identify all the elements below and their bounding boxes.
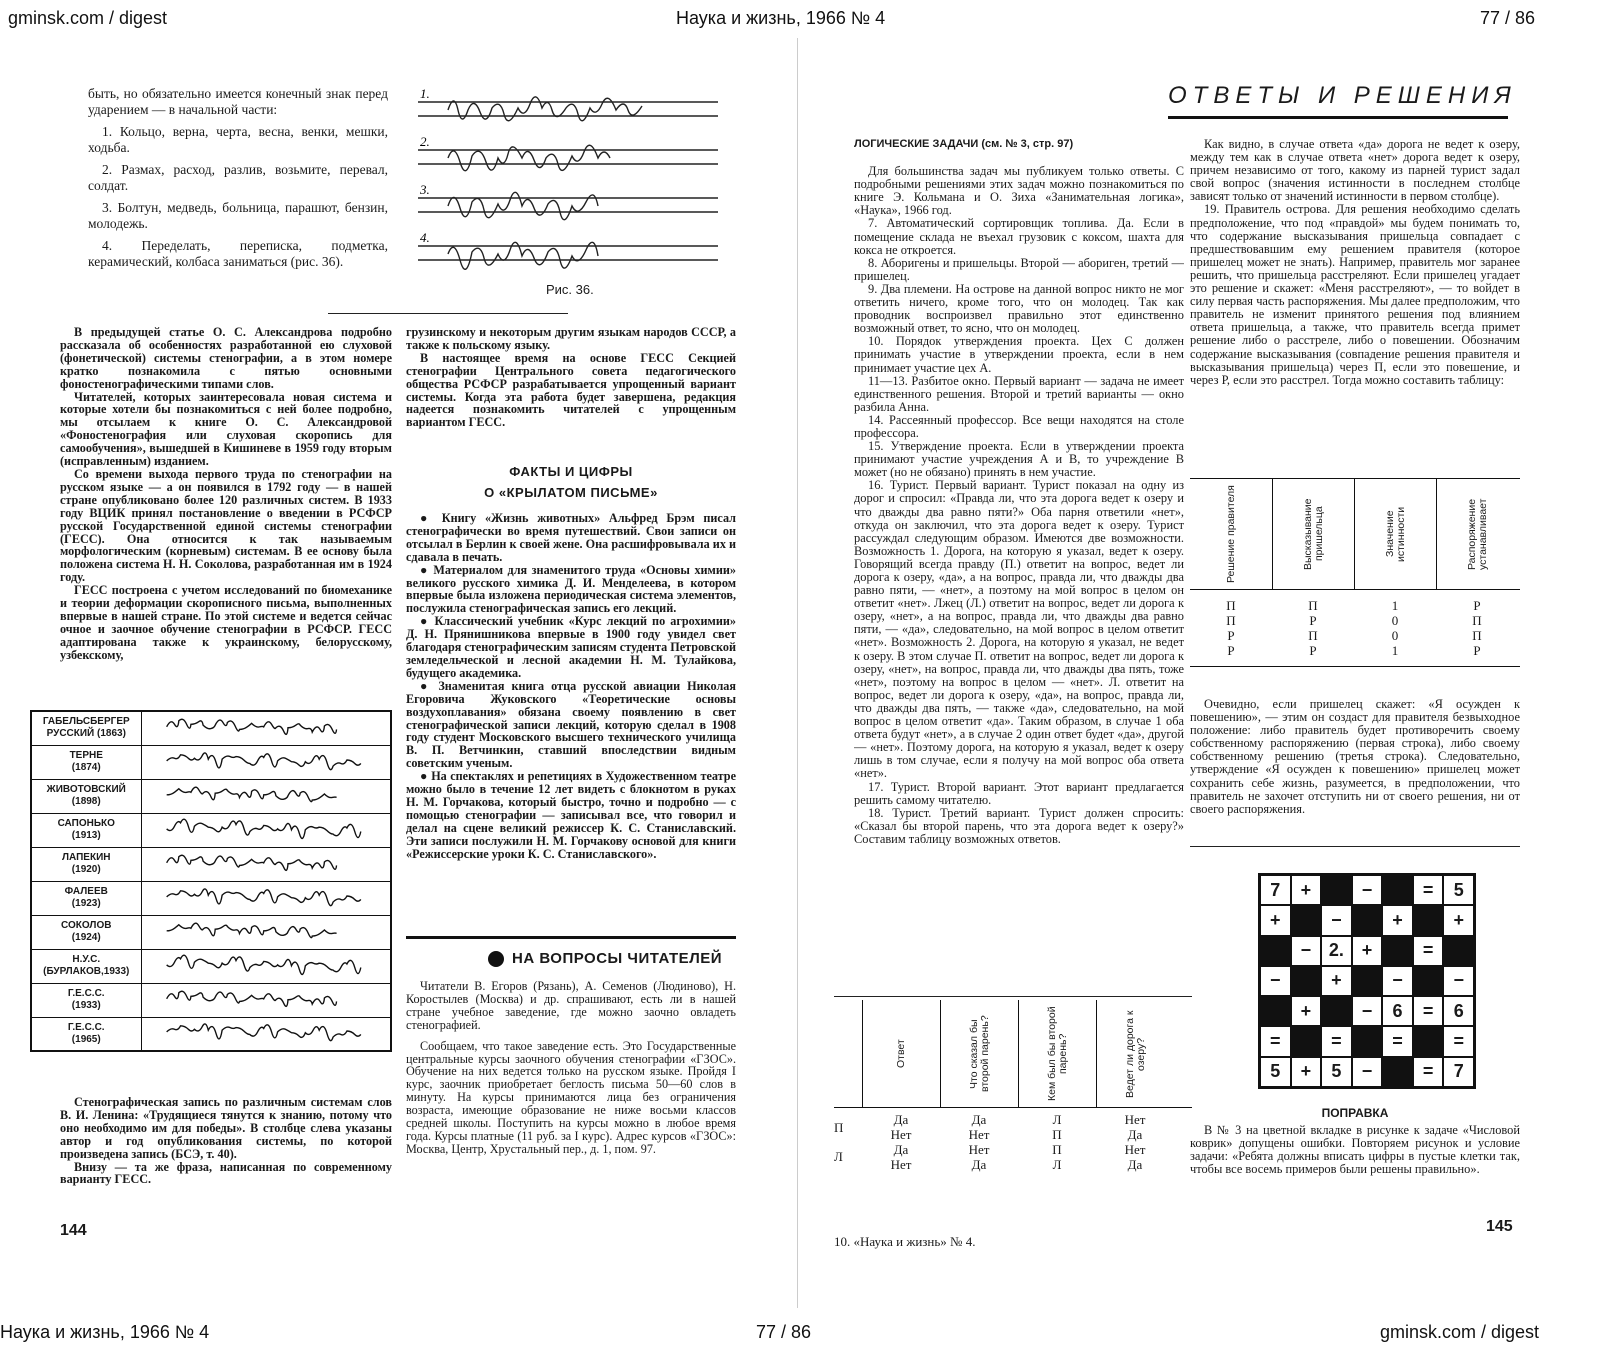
paragraph: Внизу — та же фраза, написанная по современному варианту ГЕСС. <box>60 1159 392 1187</box>
black-cell <box>1382 1057 1413 1087</box>
table-cell: Нет <box>1124 1112 1146 1127</box>
facts-title-line: ФАКТЫ И ЦИФРЫ <box>509 464 633 479</box>
fact-item: ● Материалом для знаменитого труда «Основы химии» великого русского химика Д. И. Менделеева, в котором впервые была изложена периодическая система элементов, послужила стенографическая запись его лекций. <box>406 562 736 616</box>
answer-19: 19. Правитель острова. Для решения необходимо сделать предположение, что под «правдой» мы будем понимать то, что содержание высказывания пришельца совпадает с предшествовавшим ему решением правителя (которое пришелец может не знать). Например, правитель мог заранее решить, что пришельца расстреляют. Если пришелец угадает это решение и скажет: «Меня расстреляют», — то войдет в силу первая часть распоряжения. Мы далее предположим, что правитель не изменит принятого решения под влиянием ответа пришельца, а также, что правитель всегда примет решение либо о расстреле, либо о повешении. Обозначим содержание высказывания (совпадение решения правителя и высказывания пришельца) через П, если это повешение, и через Р, если это расстрел. Тогда можно составить таблицу: <box>1190 202 1520 387</box>
black-cell <box>1352 966 1383 996</box>
fig-num: 2. <box>420 134 430 149</box>
answer-8: 8. Аборигены и пришельцы. Второй — абориген, третий — пришелец. <box>854 255 1184 283</box>
grid-cell: 7 <box>1260 875 1291 905</box>
answer-7: 7. Автоматический сортировщик топлива. Да. Если в помещение склада не въехал грузовик с коксом, шахта для кокса не откроется. <box>854 216 1184 257</box>
system-author: ФАЛЕЕВ <box>64 886 108 897</box>
table-cell: Нет <box>1124 1142 1146 1157</box>
left-page <box>8 38 798 1308</box>
article-column-1 <box>60 326 392 706</box>
grid-cell: − <box>1291 936 1322 966</box>
black-cell <box>1291 966 1322 996</box>
table-row <box>1190 628 1520 643</box>
tourist-table-body <box>834 1108 1192 1172</box>
black-cell <box>1321 875 1352 905</box>
steno-row <box>31 915 391 949</box>
paragraph: грузинскому и некоторым другим языкам народов СССР, а также к польскому языку. <box>406 326 736 352</box>
ruler-table-header <box>1190 478 1520 590</box>
table-cell: Р <box>1473 643 1481 658</box>
grid-cell: − <box>1260 966 1291 996</box>
paragraph: Стенографическая запись по различным системам слов В. И. Ленина: «Трудящиеся тянутся к знанию, потому что оно необходимо им для победы». В столбце слева указаны автор и год опубликования системы, по которой произведена запись (БСЭ, т. 40). <box>60 1096 392 1161</box>
conclusion-text <box>1190 698 1520 838</box>
system-year: (1924) <box>71 932 101 943</box>
shorthand-icon <box>142 985 382 1011</box>
header-label: Высказывание пришельца <box>1301 498 1325 570</box>
reader-title: НА ВОПРОСЫ ЧИТАТЕЛЕЙ <box>512 950 723 967</box>
system-author: ЖИВОТОВСКИЙ <box>46 784 126 795</box>
steno-sample <box>141 847 391 881</box>
answer-18: 18. Турист. Третий вариант. Турист должен спросить: «Сказал бы второй парень, что эта дорога ведет к озеру?» Составим таблицу возможных ответов. <box>854 805 1184 846</box>
reader-text <box>406 980 736 1220</box>
bottom-bar <box>0 1314 1600 1350</box>
fig-num: 3. <box>420 182 430 197</box>
answers-column-1 <box>854 138 1184 1008</box>
table-cell: П <box>1052 1142 1062 1157</box>
grid-cell: = <box>1413 996 1444 1026</box>
header-label: Ведет ли дорога к озеру? <box>1123 1009 1147 1098</box>
steno-sample <box>141 881 391 915</box>
table-cell: 1 <box>1391 643 1399 658</box>
grid-cell: + <box>1291 996 1322 1026</box>
system-year: (1913) <box>71 830 101 841</box>
intro-text <box>88 86 388 270</box>
paragraph: Очевидно, если пришелец скажет: «Я осужден к повешению», — этим он создаст для правителя безвыходное положение: либо правитель будет противоречить своему собственному распоряжению (первая строка), либо своему собственному решению (третья строка). Следовательно, утверждение «Я осужден к повешению» пришелец может сохранить себе жизнь, разумеется, в предположении, что правитель не захочет отступить ни от своего решения, ни от своего распоряжения. <box>1190 698 1520 816</box>
top-bar <box>0 0 1600 36</box>
table-cell: Да <box>971 1157 987 1172</box>
table-cell: Л <box>1052 1112 1062 1127</box>
table-column <box>1018 1112 1096 1172</box>
fact-item: ● Знаменитая книга отца русской авиации Николая Егоровича Жуковского «Теоретические основы воздухоплавания» обязана своему появлению в свет стенографической записи лекций, которую сделал в 1908 году студент Московского высшего технического училища В. П. Ветчинкин, ставший впоследствии видным советским ученым. <box>406 678 736 771</box>
system-year: РУССКИЙ (1863) <box>46 728 126 740</box>
table-row <box>1190 643 1520 658</box>
grid-cell: + <box>1352 936 1383 966</box>
grid-cell: 2. <box>1321 936 1352 966</box>
answer-11-13: 11—13. Разбитое окно. Первый вариант — задача не имеет единственного решения. Второй и третий варианты — окно разбила Анна. <box>854 373 1184 414</box>
black-cell <box>1352 905 1383 935</box>
black-cell <box>1260 996 1291 1026</box>
steno-sample <box>141 1017 391 1051</box>
paragraph: Для большинства задач мы публикуем только ответы. С подробными решениями этих задач можно познакомиться по книге Э. Кольмана и О. Зиха «Занимательная логика», «Наука», 1966 год. <box>854 164 1184 218</box>
black-cell <box>1413 905 1444 935</box>
row-label: Л <box>834 1149 843 1164</box>
steno-row <box>31 813 391 847</box>
paragraph: Как видно, в случае ответа «да» дорога не ведет к озеру, между тем как в случае ответа «нет» дорога ведет к озеру, причем независимо от того, какому из парней турист задал свой вопрос (значения истинности в последнем столбце зависят только от значений истинности в первом столбце). <box>1190 138 1520 204</box>
bullet-icon <box>488 951 504 967</box>
facts-list <box>406 512 736 912</box>
system-name <box>31 949 141 983</box>
fact-item: ● Классический учебник «Курс лекций по агрохимии» Д. Н. Прянишникова впервые в 1900 году увидел свет благодаря стенографическим записям студента Петровской земледельческой и лесной академии Н. М. Тулайкова, будущего академика. <box>406 614 736 680</box>
black-cell <box>1291 1026 1322 1056</box>
header-label: Ответ <box>895 1039 907 1068</box>
system-year: (1874) <box>71 762 101 773</box>
grid-cell: − <box>1352 996 1383 1026</box>
table-cell: Р <box>1309 613 1317 628</box>
header-label: Значение истинности <box>1383 506 1407 562</box>
grid-cell: − <box>1382 966 1413 996</box>
grid-cell: + <box>1382 905 1413 935</box>
shorthand-icon <box>142 849 382 875</box>
tourist-table-header <box>834 996 1192 1108</box>
header-label: Решение правителя <box>1224 485 1237 583</box>
page-counter: 77 / 86 <box>1480 8 1536 28</box>
table-header-cell <box>1436 479 1518 589</box>
header-label: Кем был бы второй парень? <box>1045 1006 1069 1101</box>
black-cell <box>1382 936 1413 966</box>
table-header-cell <box>1272 479 1354 589</box>
steno-row <box>31 1017 391 1051</box>
table-cell: Л <box>1052 1157 1062 1172</box>
table-cell: Нет <box>890 1127 912 1142</box>
article-column-2 <box>406 326 736 486</box>
black-cell <box>1382 875 1413 905</box>
grid-cell: = <box>1382 1026 1413 1056</box>
steno-sample <box>141 711 391 745</box>
table-cell: Нет <box>890 1157 912 1172</box>
table-cell: П <box>1472 628 1482 643</box>
site-link[interactable]: gminsk.com / digest <box>8 8 168 28</box>
system-author: ГАБЕЛЬСБЕРГЕР <box>42 716 130 728</box>
magazine-title: Наука и жизнь, 1966 № 4 <box>676 8 886 28</box>
fact-item: ● На спектаклях и репетициях в Художественном театре можно было в течение 12 лет видеть с блокнотом в руках Н. М. Горчакова, который быстро, точно и подробно — с помощью стенографии — записывал все, что говорил и делал на сцене великий режиссер К. С. Станиславский. Эти записи послужили Н. М. Горчакову основой для книги «Режиссерские уроки К. С. Станиславского». <box>406 769 736 861</box>
black-cell <box>1413 966 1444 996</box>
grid-cell: + <box>1443 905 1474 935</box>
answers-column-2 <box>1190 138 1520 468</box>
list-item: 1. Кольцо, верна, черта, весна, венки, мешки, ходьба. <box>88 124 388 155</box>
facts-title <box>406 464 736 500</box>
table-cell: Да <box>893 1142 909 1157</box>
section-title: ОТВЕТЫ И РЕШЕНИЯ <box>1168 82 1517 109</box>
subheading: ЛОГИЧЕСКИЕ ЗАДАЧИ (см. № 3, стр. 97) <box>854 138 1074 150</box>
correction-text <box>1190 1124 1520 1204</box>
number-carpet-puzzle <box>1258 873 1476 1089</box>
black-cell <box>1321 996 1352 1026</box>
steno-row <box>31 779 391 813</box>
list-item: 3. Болтун, медведь, больница, парашют, бензин, молодежь. <box>88 200 388 231</box>
shorthand-icon <box>142 781 382 807</box>
fact-item: ● Книгу «Жизнь животных» Альфред Брэм писал стенографически во время путешествий. Свои записи он отсылал в Берлин к своей жене. Она расшифровывала их и сдавала в печать. <box>406 512 736 564</box>
tourist-table <box>834 996 1192 1172</box>
answer-14: 14. Рассеянный профессор. Все вещи находятся на столе профессора. <box>854 412 1184 440</box>
table-cell: Р <box>1227 628 1235 643</box>
table-cell: Да <box>1127 1127 1143 1142</box>
table-cell: Р <box>1473 598 1481 613</box>
shorthand-icon <box>142 883 382 909</box>
grid-cell: − <box>1352 1057 1383 1087</box>
shorthand-icon <box>142 951 382 977</box>
table-cell: 0 <box>1391 628 1399 643</box>
grid-cell: − <box>1321 905 1352 935</box>
system-name <box>31 881 141 915</box>
grid-cell: + <box>1291 875 1322 905</box>
answer-10: 10. Порядок утверждения проекта. Цех С должен принимать участие в утверждении проекта, если в нем принимает участие цех А. <box>854 334 1184 375</box>
table-row <box>1190 613 1520 628</box>
system-author: САПОНЬКО <box>57 818 115 829</box>
paragraph: Читателей, которых заинтересовала новая система и которые хотели бы познакомиться с ней более подробно, мы отсылаем к книге О. С. Александровой «Фоностенография или слуховая скоропись для самообучения», вышедшей в Кишиневе в 1959 году вторым (исправленным) изданием. <box>60 389 392 469</box>
reader-heading <box>488 950 722 967</box>
table-header-cell <box>1190 479 1272 589</box>
steno-row <box>31 881 391 915</box>
black-cell <box>1443 936 1474 966</box>
site-link[interactable]: gminsk.com / digest <box>1380 1322 1540 1342</box>
system-author: ТЕРНЕ <box>69 750 103 761</box>
black-cell <box>1260 936 1291 966</box>
table-cell: Да <box>1127 1157 1143 1172</box>
system-year: (1923) <box>71 898 101 909</box>
figure-36 <box>418 82 728 297</box>
list-item: 4. Переделать, переписка, подметка, керамический, колбаса заниматься (рис. 36). <box>88 238 388 269</box>
paragraph: В № 3 на цветной вкладке в рисунке к задаче «Числовой коврик» допущены ошибки. Повторяем рисунок и условие задачи: «Ребята должны вписать цифры в пустые клетки так, чтобы все восемь примеров были решены правильно». <box>1190 1124 1520 1177</box>
page-number: 145 <box>1486 1218 1513 1235</box>
paragraph: Со времени выхода первого труда по стенографии на русском языке — а он появился в 1792 году — в нашей стране опубликовано более 120 различных систем. В 1933 году ВЦИК принял постановление о введении в РСФСР русской Государственной единой системы стенографии (ГЕСС). Она относится к так называемым морфологическим (корневым) системам. В ее основу была положена система Н. Н. Соколова, разработанная им в 1924 году. <box>60 466 392 585</box>
steno-sample <box>141 915 391 949</box>
system-author: ЛАПЕКИН <box>62 852 111 863</box>
system-year: (БУРЛАКОВ,1933) <box>43 966 130 977</box>
black-cell <box>1291 905 1322 935</box>
table-column <box>862 1112 940 1172</box>
system-name <box>31 745 141 779</box>
system-name <box>31 813 141 847</box>
steno-sample <box>141 949 391 983</box>
table-cell: П <box>1226 613 1236 628</box>
table-cell: П <box>1308 628 1318 643</box>
shorthand-icon <box>142 713 382 739</box>
system-name <box>31 847 141 881</box>
system-author: Г.Е.С.С. <box>67 1021 105 1033</box>
grid-cell: 6 <box>1382 996 1413 1026</box>
steno-sample <box>141 745 391 779</box>
answer-15: 15. Утверждение проекта. Если в утверждении проекта принимают участие учреждения А и В, то учреждение В может (но не обязано) принять в нем участие. <box>854 439 1184 480</box>
system-name <box>31 983 141 1017</box>
system-author: Н.У.С. <box>72 954 101 965</box>
system-year: (1920) <box>71 864 101 875</box>
system-author: Г.Е.С.С. <box>67 988 105 999</box>
table-header-cell <box>1018 1000 1096 1107</box>
intro-line: быть, но обязательно имеется конечный знак перед ударением — в начальной части: <box>88 86 388 117</box>
ruler-table <box>1190 478 1520 667</box>
black-cell <box>1352 1026 1383 1056</box>
page-number: 144 <box>60 1222 87 1239</box>
row-label: П <box>834 1120 844 1135</box>
right-page <box>806 38 1592 1308</box>
table-cell: П <box>1052 1127 1062 1142</box>
grid-cell: = <box>1443 1026 1474 1056</box>
shorthand-icon <box>142 747 382 773</box>
steno-row <box>31 711 391 745</box>
grid-cell: + <box>1260 905 1291 935</box>
steno-row <box>31 847 391 881</box>
grid-cell: = <box>1413 936 1444 966</box>
grid-cell: = <box>1260 1026 1291 1056</box>
steno-sample <box>141 983 391 1017</box>
table-cell: Р <box>1227 643 1235 658</box>
grid-cell: − <box>1352 875 1383 905</box>
grid-cell: 5 <box>1321 1057 1352 1087</box>
page-counter: 77 / 86 <box>756 1322 812 1342</box>
paragraph: Сообщаем, что такое заведение есть. Это Государственные центральные курсы заочного обучения стенографии «ГЗОС». Обучение на них ведется только на русском языке. Пройдя I курс, заочник приобретает беглость письма 50—60 слов в минуту. На курсы принимаются лица без ограничения возраста, имеющие образование не ниже восьми классов средней школы. Поступить на курсы можно в любое время года. Курсы платные (11 руб. за I курс). Адрес курсов «ГЗОС»: Москва, Центр, Хрустальный пер., д. 1, пом. 97. <box>406 1038 736 1156</box>
divider <box>1190 846 1520 847</box>
shorthand-icon <box>142 1018 382 1044</box>
table-column <box>940 1112 1018 1172</box>
grid-cell: = <box>1413 875 1444 905</box>
steno-row <box>31 745 391 779</box>
paragraph: В предыдущей статье О. С. Александрова подробно рассказала об особенностях разработанной ею слуховой (фонетической) системы стенографии, а в этом номере кратко познакомила с пятью основными фоностенографическими типами слов. <box>60 326 392 391</box>
grid-cell: = <box>1413 1057 1444 1087</box>
fig-num: 4. <box>420 230 430 245</box>
title-rule <box>1168 116 1508 119</box>
grid-cell: 6 <box>1443 996 1474 1026</box>
table-cell: Р <box>1309 643 1317 658</box>
fig-num: 1. <box>420 86 430 101</box>
facts-title-line: О «КРЫЛАТОМ ПИСЬМЕ» <box>484 485 658 500</box>
header-label: Что сказал бы второй парень? <box>967 1015 991 1092</box>
table-header-cell <box>862 1000 940 1107</box>
magazine-title: Наука и жизнь, 1966 № 4 <box>0 1322 210 1342</box>
grid-cell: 7 <box>1443 1057 1474 1087</box>
grid-cell: 5 <box>1443 875 1474 905</box>
system-name <box>31 711 141 745</box>
table-cell: Да <box>893 1112 909 1127</box>
system-author: СОКОЛОВ <box>61 920 112 931</box>
correction-title: ПОПРАВКА <box>1321 1106 1389 1120</box>
shorthand-icon <box>142 917 382 943</box>
table-cell: 0 <box>1391 613 1399 628</box>
table-header-cell <box>940 1000 1018 1107</box>
grid-cell: + <box>1291 1057 1322 1087</box>
list-item: 2. Размах, расход, разлив, возьмите, перевал, солдат. <box>88 162 388 193</box>
system-year: (1965) <box>71 1033 101 1045</box>
answer-9: 9. Два племени. На острове на данной вопрос никто не мог ответить ничего, кроме того, что он молодец. Так как проводник воспроизвел правильно этот единственно возможный ответ, то ясно, что он молодец. <box>854 281 1184 336</box>
paragraph: ГЕСС построена с учетом исследований по биомеханике и теории деформации скорописного письма, выполненных впервые в нашей стране. По этой системе и ведется сейчас очное и заочное обучение стенографии в РСФСР. ГЕСС адаптирована также к украинскому, белорусскому, узбекскому, <box>60 583 392 662</box>
footer-note: 10. «Наука и жизнь» № 4. <box>834 1234 976 1249</box>
steno-systems-table <box>30 710 392 1052</box>
system-name <box>31 915 141 949</box>
answer-17: 17. Турист. Второй вариант. Этот вариант предлагается решить самому читателю. <box>854 779 1184 807</box>
table-cell: Да <box>971 1112 987 1127</box>
ruler-table-body <box>1190 590 1520 667</box>
section-rule <box>406 936 736 939</box>
black-cell <box>1413 1026 1444 1056</box>
answer-16: 16. Турист. Первый вариант. Турист показал на одну из дорог и спросил: «Правда ли, что эта дорога ведет к озеру и что дважды два равно пяти?» Оба парня ответили «нет», откуда он заключил, что эта дорога ведет к озеру. Турист рассуждал следующим образом. Имеются две возможности. Возможность 1. Дорога, на которую я указал, ведет к озеру. Говорящий всегда правду (П.) ответит на вопрос, ведет ли дорога к озеру, «да», а на вопрос, правда ли, что дважды два равно пяти, — «нет», а поэтому на мой вопрос в целом он ответит «нет». Лжец (Л.) ответит на вопрос, ведет ли дорога к озеру, «нет», а на вопрос, правда ли, что дважды два равно пяти, — «да», следовательно, на мой вопрос в целом ответит «нет». Возможность 2. Дорога, на которую я указал, не ведет к озеру. В этом случае П. ответит на вопрос, ведет ли дорога к озеру, «нет», на вопрос, правда ли, что дважды два пять, тоже «нет», поэтому на вопрос в целом — «нет». Л. ответит на вопрос, ведет ли дорога к озеру, «да», на вопрос, правда ли, что дважды два пять, — также «да», следовательно, на мой вопрос в целом ответит «да». Таким образом, в случае 1 оба ответа будут «нет», а в случае 2 один ответ будет «да», другой — «нет». Поэтому дорога, на которую я указал, ведет к озеру лишь в том случае, если я получу на мой вопрос оба ответа «нет». <box>854 478 1184 781</box>
figure-caption: Рис. 36. <box>546 282 594 297</box>
table-row <box>1190 598 1520 613</box>
system-name <box>31 1017 141 1051</box>
header-label: Распоряжение устанавливает <box>1465 498 1489 570</box>
divider <box>328 313 568 314</box>
table-cell: П <box>1472 613 1482 628</box>
grid-cell: − <box>1443 966 1474 996</box>
grid-cell: = <box>1321 1026 1352 1056</box>
paragraph: Читатели В. Егоров (Рязань), А. Семенов (Людиново), Н. Коростылев (Москва) и др. спрашивают, есть ли в нашей стране учебное заведение, где можно заочно овладеть стенографией. <box>406 980 736 1032</box>
table-cell: Нет <box>968 1127 990 1142</box>
table-cell: Нет <box>968 1142 990 1157</box>
grid-cell: 5 <box>1260 1057 1291 1087</box>
table-column <box>1096 1112 1174 1172</box>
steno-row <box>31 949 391 983</box>
table-header-cell <box>1354 479 1436 589</box>
table-cell: 1 <box>1391 598 1399 613</box>
steno-sample <box>141 779 391 813</box>
paragraph: В настоящее время на основе ГЕСС Секцией стенографии Центрального совета педагогического общества РСФСР разрабатывается упрощенный вариант системы. Когда эта работа будет завершена, редакция надеется познакомить читателей с упрощенным вариантом ГЕСС. <box>406 350 736 430</box>
table-cell: П <box>1226 598 1236 613</box>
steno-sample <box>141 813 391 847</box>
system-year: (1898) <box>71 796 101 807</box>
grid-cell: + <box>1321 966 1352 996</box>
caption-text <box>60 1096 392 1226</box>
system-year: (1933) <box>71 1000 101 1011</box>
table-header-cell <box>1096 1000 1174 1107</box>
table-cell: П <box>1308 598 1318 613</box>
steno-row <box>31 983 391 1017</box>
shorthand-icon <box>142 815 382 841</box>
system-name <box>31 779 141 813</box>
shorthand-figure <box>418 82 728 282</box>
